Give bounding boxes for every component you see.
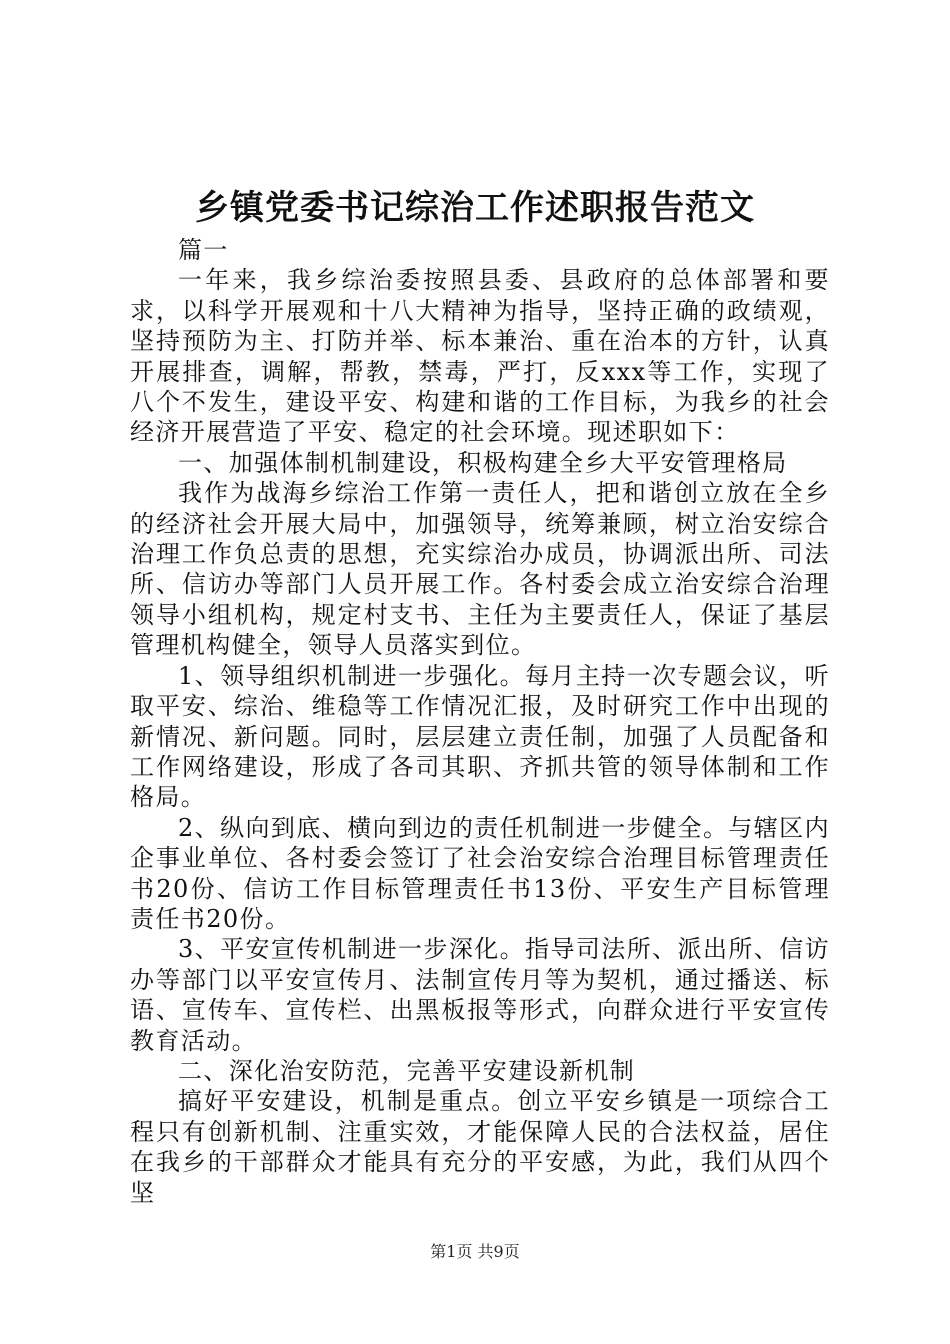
page-footer: 第1页 共9页 (430, 1242, 520, 1261)
body-paragraph: 2、纵向到底、横向到边的责任机制进一步健全。与辖区内企事业单位、各村委会签订了社会治安综合治理目标管理责任书20份、信访工作目标管理责任书13份、平安生产目标管理责任书20份。 (130, 813, 830, 933)
document-body (130, 235, 830, 1208)
document-title: 乡镇党委书记综治工作述职报告范文 (195, 188, 755, 228)
section-heading-1: 一、加强体制机制建设，积极构建全乡大平安管理格局 (178, 448, 788, 477)
section-label: 篇一 (178, 236, 229, 264)
body-paragraph: 1、领导组织机制进一步强化。每月主持一次专题会议，听取平安、综治、维稳等工作情况汇报，及时研究工作中出现的新情况、新问题。同时，层层建立责任制，加强了人员配备和工作网络建设，形成了各司其职、齐抓共管的领导体制和工作格局。 (130, 661, 830, 812)
body-paragraph: 3、平安宣传机制进一步深化。指导司法所、派出所、信访办等部门以平安宣传月、法制宣传月等为契机，通过播送、标语、宣传车、宣传栏、出黑板报等形式，向群众进行平安宣传教育活动。 (130, 935, 830, 1055)
body-paragraph: 搞好平安建设，机制是重点。创立平安乡镇是一项综合工程只有创新机制、注重实效，才能保障人民的合法权益，居住在我乡的干部群众才能具有充分的平安感，为此，我们从四个坚 (130, 1087, 830, 1207)
body-paragraph: 我作为战海乡综治工作第一责任人，把和谐创立放在全乡的经济社会开展大局中，加强领导，统筹兼顾，树立治安综合治理工作负总责的思想，充实综治办成员，协调派出所、司法所、信访办等部门人员开展工作。各村委会成立治安综合治理领导小组机构，规定村支书、主任为主要责任人，保证了基层管理机构健全，领导人员落实到位。 (130, 479, 830, 660)
intro-paragraph: 一年来，我乡综治委按照县委、县政府的总体部署和要求，以科学开展观和十八大精神为指导，坚持正确的政绩观，坚持预防为主、打防并举、标本兼治、重在治本的方针，认真开展排查，调解，帮教，禁毒，严打，反xxx等工作，实现了八个不发生，建设平安、构建和谐的工作目标，为我乡的社会经济开展营造了平安、稳定的社会环境。现述职如下： (130, 266, 830, 447)
section-heading-2: 二、深化治安防范，完善平安建设新机制 (178, 1056, 636, 1085)
